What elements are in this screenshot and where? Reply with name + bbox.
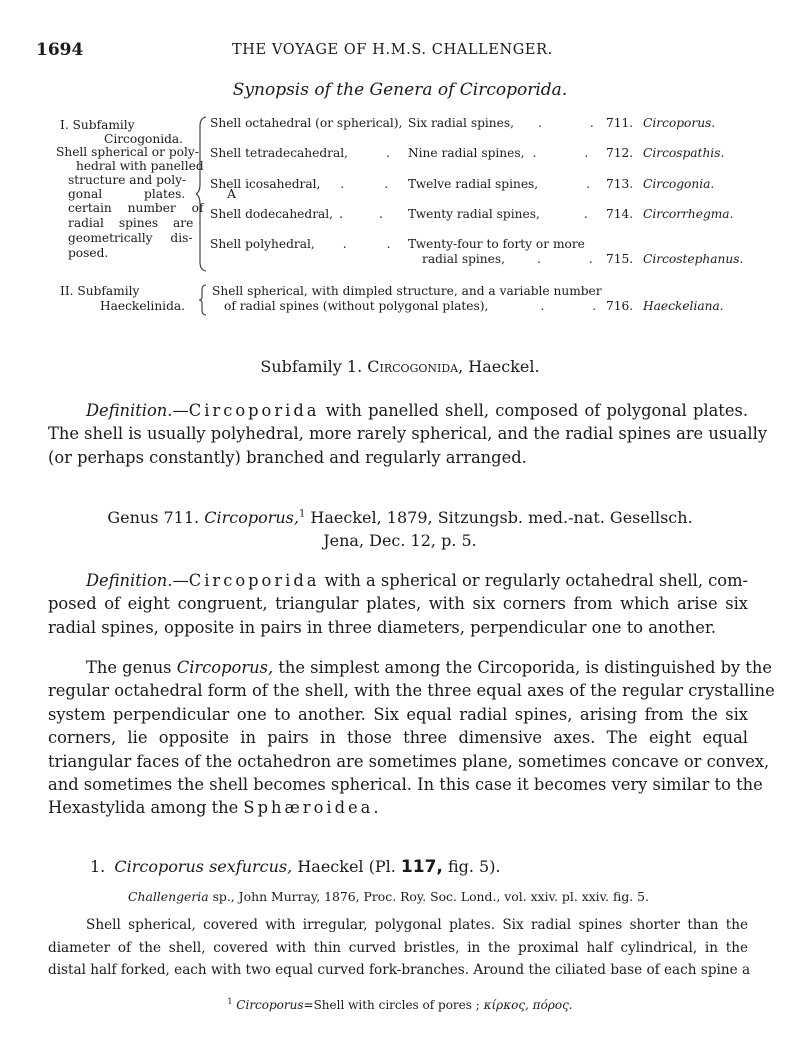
text: The genus bbox=[86, 658, 172, 677]
genus-name: Circoporus. bbox=[643, 116, 716, 130]
desc-line: of radial spines (without polygonal plates), bbox=[224, 299, 489, 313]
para-line: corners, lie opposite in pairs in those three dimensive axes. The eight equal bbox=[48, 728, 748, 748]
genus-num-716 bbox=[606, 299, 724, 314]
heading-prefix: Subfamily 1. bbox=[260, 357, 363, 376]
footnote-text: =Shell with circles of pores ; bbox=[303, 998, 480, 1012]
spine-count: Twelve radial spines, bbox=[408, 177, 539, 191]
heading-suffix: , Haeckel. bbox=[458, 357, 540, 376]
desc-line: posed. bbox=[68, 246, 109, 260]
synonym-citation: sp., John Murray, 1876, Proc. Roy. Soc. Lond., vol. xxiv. pl. xxiv. fig. 5. bbox=[212, 889, 649, 904]
synopsis-row-715: Shell polyhedral, . . bbox=[210, 237, 391, 251]
figure-ref: fig. 5). bbox=[447, 857, 501, 876]
species-description-first bbox=[86, 914, 748, 937]
dash: — bbox=[172, 401, 189, 420]
spines-711: Six radial spines, . . bbox=[408, 116, 594, 130]
genus-name: Haeckeliana. bbox=[643, 299, 724, 313]
genus-number: 713. bbox=[606, 177, 634, 191]
para-line: triangular faces of the octahedron are sometimes plane, sometimes concave or convex, bbox=[48, 751, 770, 771]
def-text: with a spherical or regularly octahedral shell, com- bbox=[324, 571, 749, 590]
synopsis-title: Synopsis of the Genera of Circoporida. bbox=[232, 80, 568, 100]
spines-712: Nine radial spines, . . bbox=[408, 146, 589, 160]
species-author: Haeckel (Pl. bbox=[297, 857, 396, 876]
synopsis-row-714: Shell dodecahedral, . . bbox=[210, 207, 383, 221]
genus-description-first bbox=[86, 656, 773, 679]
spines-715: Twenty-four to forty or more radial spines, . . bbox=[408, 237, 593, 266]
subfamily-1-description bbox=[56, 118, 236, 261]
species-heading bbox=[90, 857, 501, 877]
definition-subfamily bbox=[86, 399, 748, 422]
plate-number: 117, bbox=[400, 857, 443, 877]
genus-name: Circogonia. bbox=[643, 177, 715, 191]
desc-line: gonal plates. A bbox=[68, 187, 236, 201]
shell-type: Shell tetradecahedral, bbox=[210, 146, 349, 160]
brace-subfamily-1 bbox=[196, 116, 208, 272]
shell-type: Shell polyhedral, bbox=[210, 237, 315, 251]
spine-count: Twenty-four to forty or more bbox=[408, 237, 585, 251]
def-line: posed of eight congruent, triangular plates, with six corners from which arise six bbox=[48, 594, 748, 614]
spine-count-cont: radial spines, bbox=[422, 252, 505, 266]
subfamily-2-text: Shell spherical, with dimpled structure, and a variable number of radial spines (without polygonal plates), . . bbox=[212, 284, 602, 313]
desc-line: Shell spherical, covered with irregular, polygonal plates. Six radial spines shorter than the bbox=[86, 917, 748, 933]
genus-description bbox=[48, 679, 775, 819]
desc-line: Shell spherical, with dimpled structure, and a variable number bbox=[212, 284, 602, 298]
def-line: The shell is usually polyhedral, more rarely spherical, and the radial spines are usually bbox=[48, 424, 768, 444]
genus-num-714 bbox=[606, 207, 733, 222]
synopsis-row-711 bbox=[210, 116, 402, 131]
genus-prefix: Genus 711. bbox=[107, 508, 200, 527]
shell-type: Shell octahedral (or spherical), bbox=[210, 116, 403, 130]
desc-line: certain number of bbox=[68, 201, 204, 215]
def-line: radial spines, opposite in pairs in three diameters, perpendicular one to another. bbox=[48, 617, 717, 637]
genus-heading bbox=[0, 508, 800, 527]
def-line: (or perhaps constantly) branched and regularly arranged. bbox=[48, 447, 527, 467]
genus-number: 715. bbox=[606, 252, 634, 266]
definition-label: Definition. bbox=[86, 401, 173, 420]
desc-line: Haeckelinida. bbox=[100, 299, 186, 313]
subfamily-heading bbox=[0, 357, 800, 376]
spines-713: Twelve radial spines, . bbox=[408, 177, 591, 191]
para-line bbox=[86, 656, 773, 679]
shell-type: Shell icosahedral, bbox=[210, 177, 321, 191]
genus-num-711 bbox=[606, 116, 715, 131]
genus-number: 711. bbox=[606, 116, 634, 130]
spines-714: Twenty radial spines, . bbox=[408, 207, 588, 221]
definition-subfamily-cont bbox=[48, 422, 768, 469]
spaced-term: Circoporida bbox=[188, 401, 320, 420]
genus-num-712 bbox=[606, 146, 724, 161]
para-line: system perpendicular one to another. Six equal radial spines, arising from the six bbox=[48, 704, 748, 724]
genus-num-713 bbox=[606, 177, 714, 192]
desc-line: distal half forked, each with two equal curved fork-branches. Around the ciliated base of each spine a bbox=[48, 962, 751, 978]
spine-count: Six radial spines, bbox=[408, 116, 514, 130]
heading-name: Circogonida bbox=[367, 357, 459, 376]
genus-num-715 bbox=[606, 252, 743, 267]
genus-name: Circoporus, bbox=[176, 658, 274, 677]
desc-line: I. Subfamily bbox=[60, 118, 135, 132]
text: Hexastylida among the bbox=[48, 798, 239, 818]
def-line bbox=[86, 569, 748, 592]
para-line: and sometimes the shell becomes spherical. In this case it becomes very similar to the bbox=[48, 775, 763, 795]
species-number: 1. bbox=[90, 857, 106, 876]
def-line bbox=[86, 399, 748, 422]
subfamily-2-description bbox=[60, 284, 185, 314]
synopsis-row-712: Shell tetradecahedral, . bbox=[210, 146, 390, 160]
footnote-mark: 1 bbox=[298, 508, 306, 520]
spine-count: Twenty radial spines, bbox=[408, 207, 540, 221]
definition-label: Definition. bbox=[86, 571, 173, 590]
genus-name: Circostephanus. bbox=[643, 252, 744, 266]
synopsis-row-713: Shell icosahedral, . . bbox=[210, 177, 389, 191]
running-title: THE VOYAGE OF H.M.S. CHALLENGER. bbox=[232, 42, 553, 58]
text: . bbox=[373, 798, 379, 818]
genus-heading-line2: Jena, Dec. 12, p. 5. bbox=[323, 531, 477, 550]
genus-number: 714. bbox=[606, 207, 634, 221]
page-number: 1694 bbox=[36, 40, 84, 60]
desc-line: geometrically dis- bbox=[68, 231, 193, 245]
desc-line: hedral with panelled bbox=[76, 159, 204, 173]
footnote bbox=[0, 997, 800, 1012]
desc-line: structure and poly- bbox=[68, 173, 187, 187]
synonym-line bbox=[128, 889, 649, 904]
genus-name: Circospathis. bbox=[643, 146, 725, 160]
genus-number: 712. bbox=[606, 146, 634, 160]
desc-line: diameter of the shell, covered with thin curved bristles, in the proximal half cylindrical, in the bbox=[48, 939, 748, 956]
species-name: Circoporus sexfurcus, bbox=[114, 857, 293, 876]
para-line bbox=[48, 796, 748, 819]
genus-citation: Haeckel, 1879, Sitzungsb. med.-nat. Gesellsch. bbox=[310, 508, 693, 527]
footnote-term: Circoporus bbox=[236, 998, 304, 1012]
synonym-name: Challengeria bbox=[128, 889, 209, 904]
footnote-greek: κίρκος, πόρος. bbox=[483, 998, 573, 1012]
footnote-mark: 1 bbox=[227, 997, 233, 1006]
def-text: with panelled shell, composed of polygonal plates. bbox=[325, 401, 748, 420]
text: the simplest among the Circoporida, is distinguished by the bbox=[278, 658, 773, 677]
desc-line: Circogonida. bbox=[104, 132, 184, 146]
desc-line: II. Subfamily bbox=[60, 284, 140, 298]
brace-subfamily-2 bbox=[198, 284, 208, 316]
definition-genus bbox=[86, 569, 748, 592]
spaced-term: Circoporida bbox=[188, 571, 320, 590]
spaced-term: Sphæroidea bbox=[243, 798, 374, 818]
dash: — bbox=[172, 571, 189, 590]
genus-name: Circoporus, bbox=[204, 508, 299, 527]
species-description bbox=[48, 937, 751, 982]
genus-number: 716. bbox=[606, 299, 634, 313]
desc-line: Shell spherical or poly- bbox=[56, 145, 199, 159]
shell-type: Shell dodecahedral, bbox=[210, 207, 334, 221]
desc-line: radial spines are bbox=[68, 216, 194, 230]
spine-count: Nine radial spines, bbox=[408, 146, 525, 160]
definition-genus-cont bbox=[48, 592, 748, 639]
para-line: regular octahedral form of the shell, with the three equal axes of the regular crystalline bbox=[48, 681, 775, 701]
genus-name: Circorrhegma. bbox=[643, 207, 734, 221]
